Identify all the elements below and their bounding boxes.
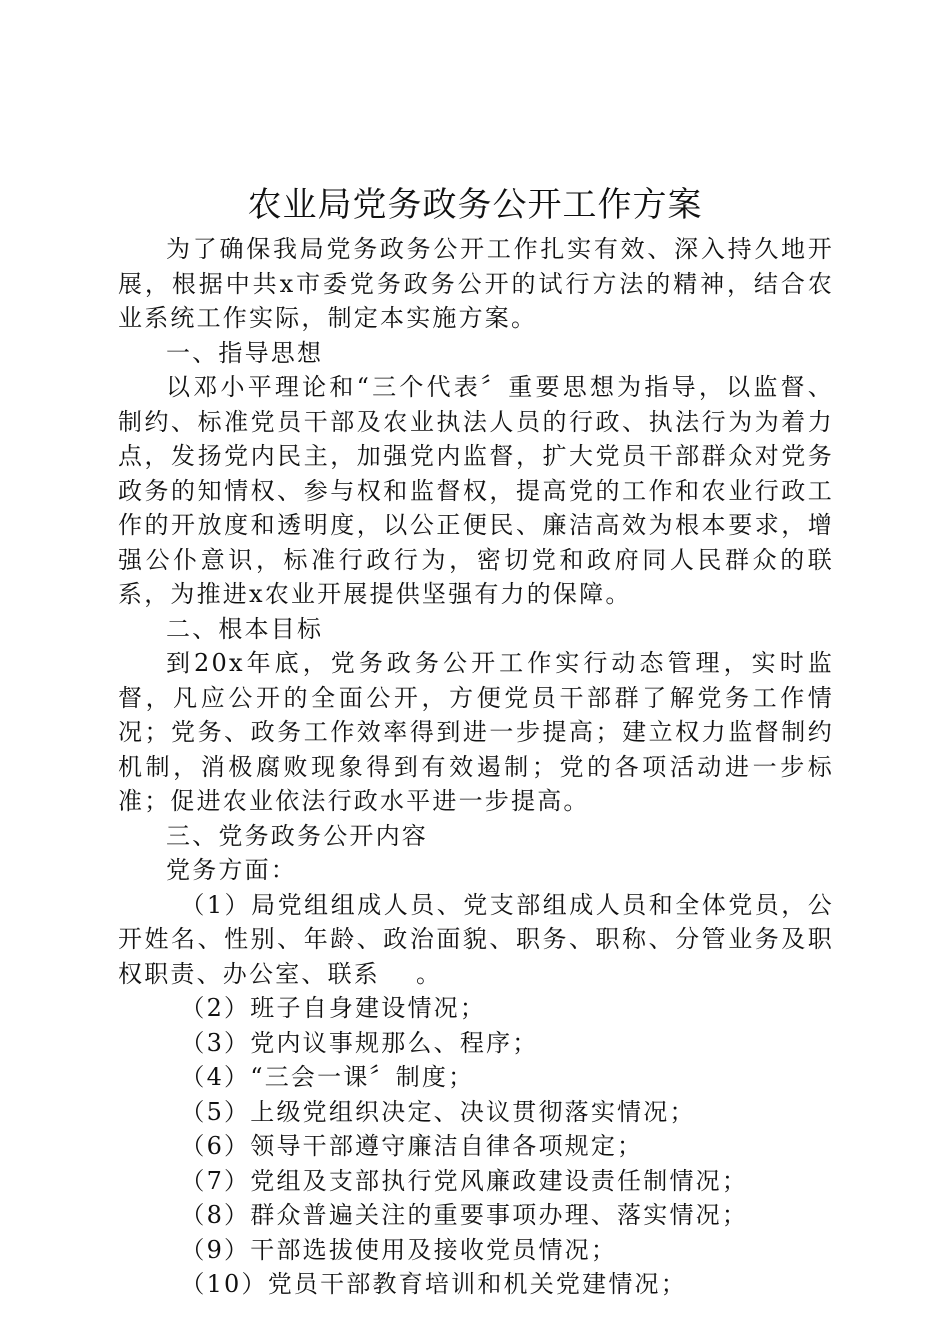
guiding-ideology-paragraph: 以邓小平理论和“三个代表〞重要思想为指导，以监督、制约、标准党员干部及农业执法人员的行政、执法行为为着力点，发扬党内民主，加强党内监督，扩大党员干部群众对党务政务的知情权、参与权和监督权，提高党的工作和农业行政工作的开放度和透明度，以公正便民、廉洁高效为根本要求，增强公仆意识，标准行政行为，密切党和政府同人民群众的联系，为推进x农业开展提供坚强有力的保障。 — [118, 373, 834, 608]
list-item: （4）“三会一课〞制度； — [180, 1063, 475, 1091]
list-item: （7）党组及支部执行党风廉政建设责任制情况； — [180, 1166, 749, 1195]
list-item: （2）班子自身建设情况； — [180, 994, 487, 1022]
list-item: （9）干部选拔使用及接收党员情况； — [180, 1235, 618, 1264]
list-item: （10）党员干部教育培训和机关党建情况； — [180, 1270, 687, 1298]
section-heading-guiding-ideology: 一、指导思想 — [166, 338, 324, 367]
list-item: （3）党内议事规那么、程序； — [180, 1028, 539, 1057]
party-affairs-subheading: 党务方面： — [166, 856, 297, 884]
list-item: （8）群众普遍关注的重要事项办理、落实情况； — [180, 1201, 749, 1229]
section-heading-basic-goal: 二、根本目标 — [166, 614, 324, 643]
intro-paragraph: 为了确保我局党务政务公开工作扎实有效、深入持久地开展，根据中共x市委党务政务公开的试行方法的精神，结合农业系统工作实际，制定本实施方案。 — [118, 235, 834, 332]
list-item: （6）领导干部遵守廉洁自律各项规定； — [180, 1132, 644, 1160]
basic-goal-paragraph: 到20x年底，党务政务公开工作实行动态管理，实时监督，凡应公开的全面公开，方便党员干部群了解党务工作情况；党务、政务工作效率得到进一步提高；建立权力监督制约机制，消极腐败现象得到有效遏制；党的各项活动进一步标准；促进农业依法行政水平进一步提高。 — [118, 649, 834, 815]
list-item: （5）上级党组织决定、决议贯彻落实情况； — [180, 1097, 696, 1126]
document-title: 农业局党务政务公开工作方案 — [247, 185, 703, 225]
document-body — [118, 232, 834, 1302]
list-item: （1）局党组组成人员、党支部组成人员和全体党员，公开姓名、性别、年龄、政治面貌、职务、职称、分管业务及职权职责、办公室、联系 。 — [118, 890, 834, 988]
section-heading-disclosure-content: 三、党务政务公开内容 — [166, 821, 428, 850]
